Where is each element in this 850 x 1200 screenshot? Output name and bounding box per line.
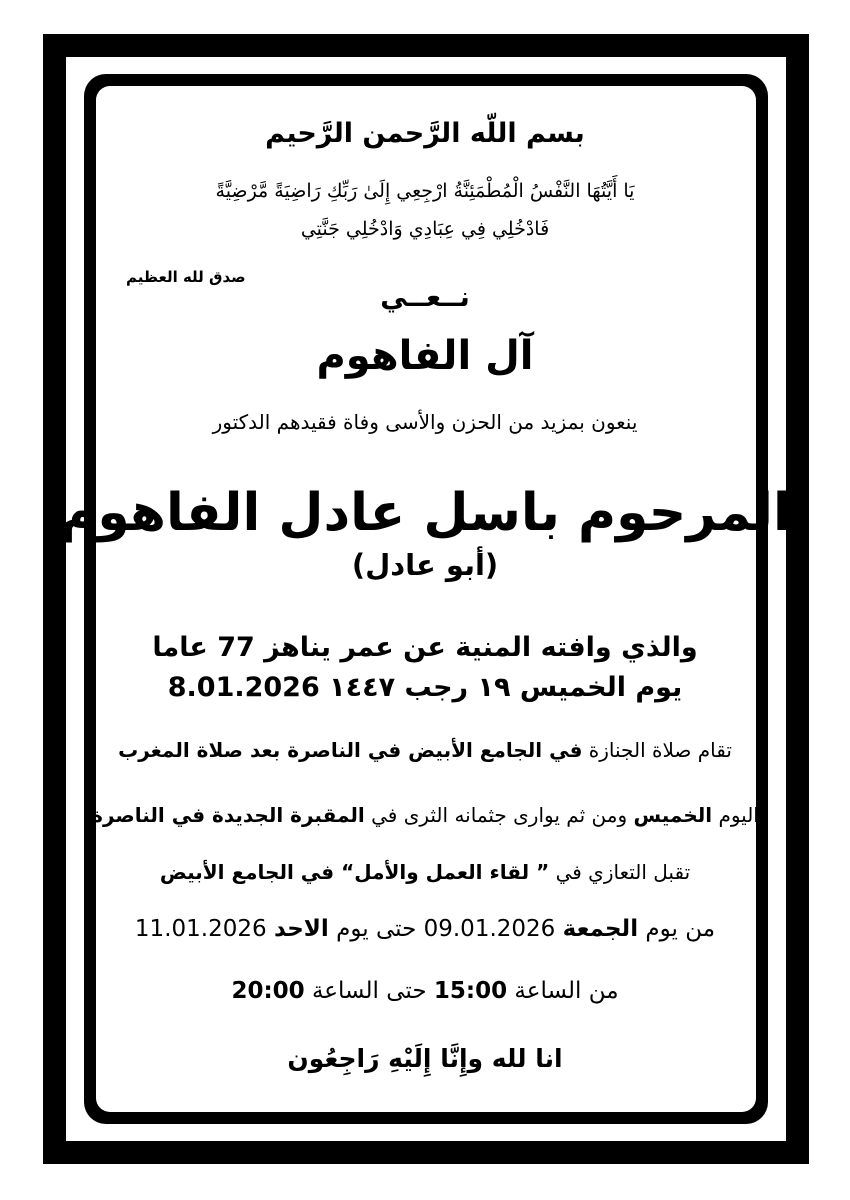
hours-from-text: من الساعة (507, 978, 619, 1004)
until-text: حتى يوم (328, 916, 417, 942)
death-date-line: يوم الخميس ١٩ رجب ١٤٤٧ 8.01.2026 (167, 672, 683, 703)
from-day: الجمعة (562, 916, 639, 942)
funeral-prayer-line (0, 738, 850, 762)
quran-verse-line-1: يَا أَيَّتُهَا النَّفْسُ الْمُطْمَئِنَّةُ ارْجِعِي إِلَىٰ رَبِّكِ رَاضِيَةً مَّرْضِيَّةً (215, 180, 635, 202)
burial-text: ومن ثم يوارى جثمانه الثرى في (364, 803, 634, 827)
age-line: والذي وافته المنية عن عمر يناهز 77 عاما (152, 632, 698, 663)
from-day-text: من يوم (638, 916, 716, 942)
family-name: آل الفاهوم (316, 333, 534, 379)
basmala: بسم اللّه الرَّحمن الرَّحيم (265, 118, 585, 149)
prayer-text: تقام صلاة الجنازة (582, 738, 732, 762)
hours-to: 20:00 (231, 978, 305, 1004)
from-date: 09.01.2026 (416, 916, 563, 942)
prayer-location: في الجامع الأبيض في الناصرة (287, 738, 583, 762)
burial-line (0, 803, 850, 827)
deceased-nickname: (أبو عادل) (351, 548, 499, 582)
condolence-place-line (0, 860, 850, 884)
sadaqa-note: صدق لله العظيم (126, 268, 246, 286)
condolence-dates-line (0, 916, 850, 942)
deceased-name: المرحوم باسل عادل الفاهوم (59, 483, 791, 543)
until-day: الاحد (273, 916, 329, 942)
prayer-time: بعد صلاة المغرب (118, 738, 288, 762)
quran-verse-line-2: فَادْخُلِي فِي عِبَادِي وَادْخُلِي جَنَّتِي (300, 218, 550, 240)
until-date: 11.01.2026 (134, 916, 274, 942)
obituary-heading: نــعــي (380, 282, 470, 313)
condolence-venue: ” لقاء العمل والأمل“ في الجامع الأبيض (159, 860, 550, 884)
intro-text: ينعون بمزيد من الحزن والأسى وفاة فقيدهم الدكتور (212, 410, 638, 434)
burial-day: الخميس (633, 803, 713, 827)
burial-text-today: اليوم (712, 803, 759, 827)
condolence-hours-line (0, 978, 850, 1004)
burial-location: المقبرة الجديدة في الناصرة (91, 803, 365, 827)
hours-from: 15:00 (433, 978, 508, 1004)
condolence-text: تقبل التعازي في (549, 860, 691, 884)
hours-until-text: حتى الساعة (304, 978, 434, 1004)
closing-verse: انا لله وإِنَّا إِلَيْهِ رَاجِعُون (287, 1044, 563, 1073)
